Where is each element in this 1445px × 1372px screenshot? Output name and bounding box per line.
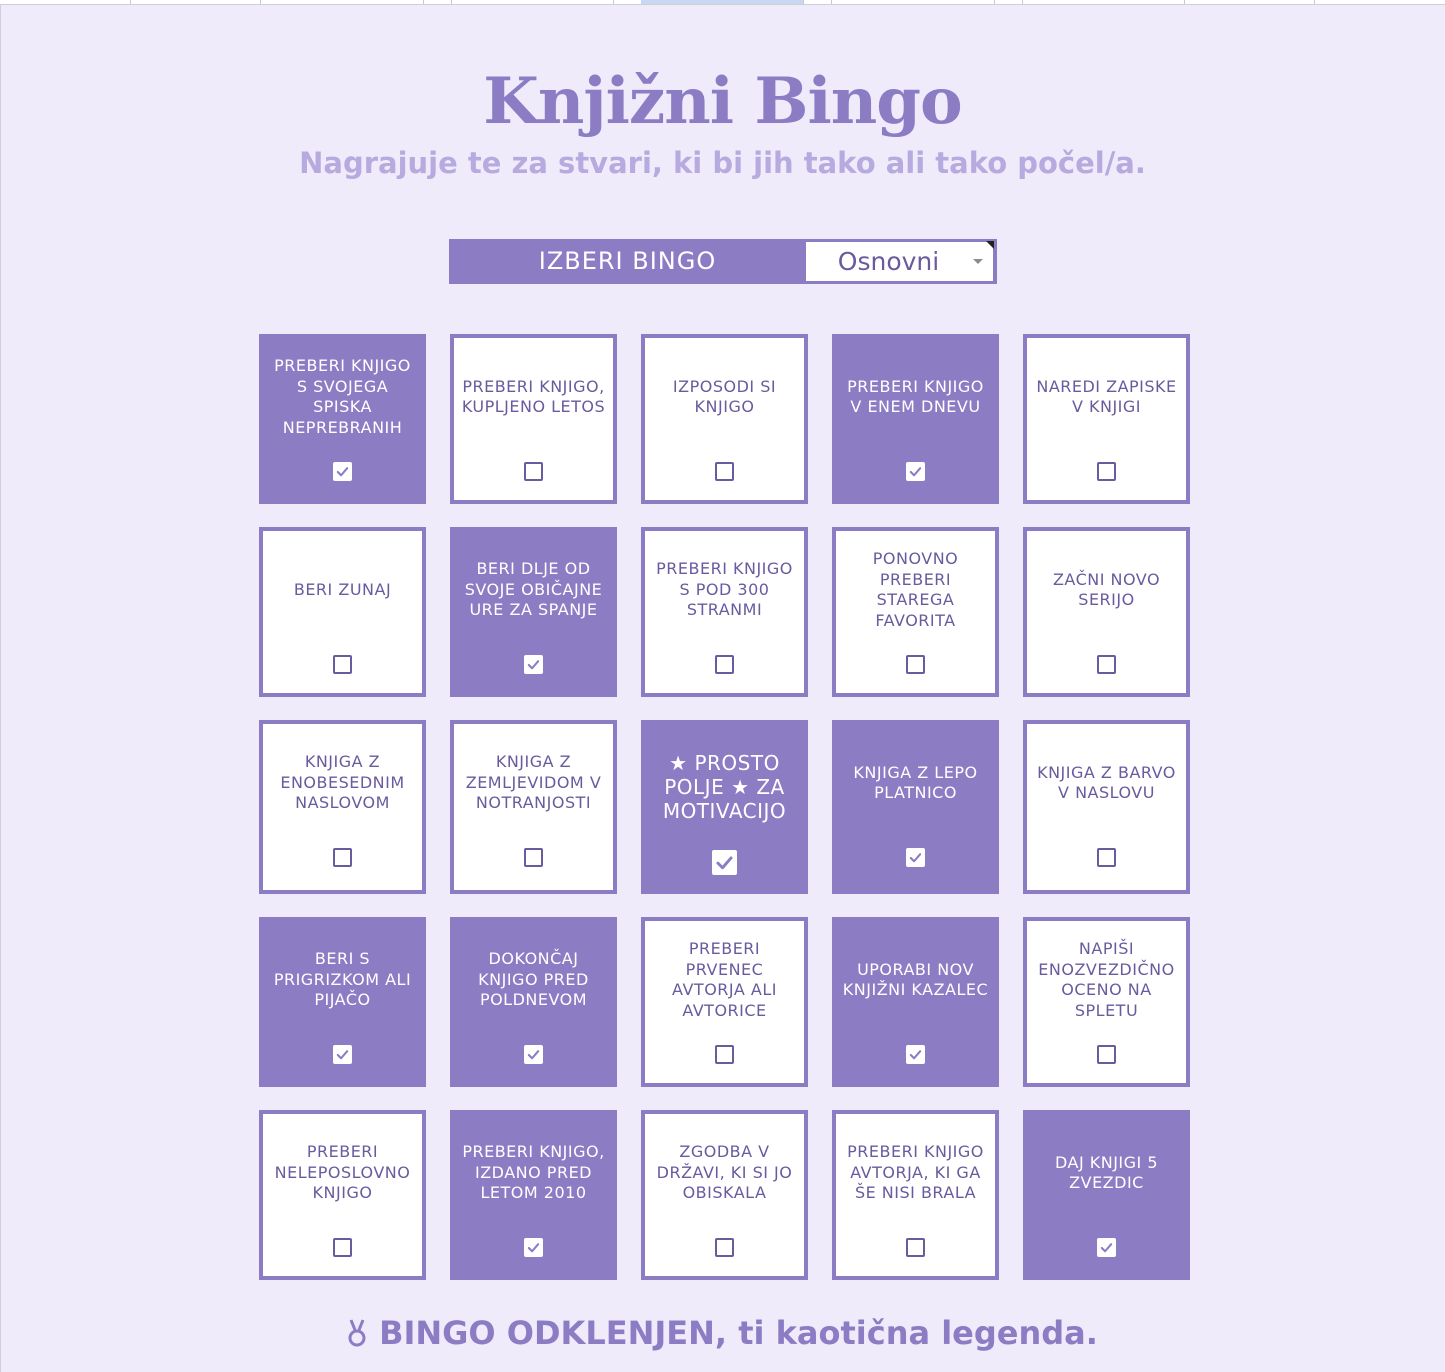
bingo-cell-label: PREBERI KNJIGO, IZDANO PRED LETOM 2010 xyxy=(462,1142,605,1203)
selector-label: IZBERI BINGO xyxy=(538,247,717,275)
bingo-checkbox[interactable] xyxy=(715,462,734,481)
bingo-cell xyxy=(1023,527,1190,697)
chevron-down-icon[interactable] xyxy=(973,259,983,264)
checkmark-icon xyxy=(526,657,541,672)
bingo-cell xyxy=(1023,334,1190,504)
bingo-checkbox[interactable] xyxy=(906,655,925,674)
bingo-checkbox[interactable] xyxy=(715,655,734,674)
bingo-cell-label: KNJIGA Z LEPO PLATNICO xyxy=(853,762,978,802)
bingo-checkbox[interactable] xyxy=(1097,1045,1116,1064)
bingo-cell-label: BERI DLJE OD SVOJE OBIČAJNE URE ZA SPANJE xyxy=(464,559,603,620)
bingo-cell-label: DOKONČAJ KNJIGO PRED POLDNEVOM xyxy=(478,949,589,1010)
bingo-checkbox[interactable] xyxy=(333,462,352,481)
bingo-checkbox[interactable] xyxy=(1097,848,1116,867)
sheet-left-border xyxy=(0,4,1,1372)
checkmark-icon xyxy=(1099,1240,1114,1255)
bingo-cell xyxy=(259,917,426,1087)
bingo-checkbox[interactable] xyxy=(333,655,352,674)
bingo-cell-label: UPORABI NOV KNJIŽNI KAZALEC xyxy=(842,959,989,999)
bingo-grid xyxy=(259,334,1190,1280)
bingo-checkbox[interactable] xyxy=(906,462,925,481)
bingo-cell-label: NAPIŠI ENOZVEZDIČNO OCENO NA SPLETU xyxy=(1038,939,1175,1020)
bingo-checkbox[interactable] xyxy=(524,1238,543,1257)
bingo-cell xyxy=(259,1110,426,1280)
bingo-checkbox[interactable] xyxy=(1097,1238,1116,1257)
bingo-cell-label: BERI ZUNAJ xyxy=(293,579,392,599)
bingo-cell xyxy=(259,720,426,894)
bingo-cell-label: ZGODBA V DRŽAVI, KI SI JO OBISKALA xyxy=(656,1142,793,1203)
bingo-cell xyxy=(259,334,426,504)
page-subtitle: Nagrajuje te za stvari, ki bi jih tako ali tako počel/a. xyxy=(299,146,1146,180)
bingo-cell xyxy=(450,917,617,1087)
medal-icon xyxy=(347,1318,367,1348)
bingo-cell xyxy=(832,917,999,1087)
bingo-checkbox[interactable] xyxy=(712,850,737,875)
bingo-cell-label: PREBERI KNJIGO S POD 300 STRANMI xyxy=(656,559,793,620)
bingo-checkbox[interactable] xyxy=(906,1045,925,1064)
bingo-cell xyxy=(641,1110,808,1280)
bingo-cell-free-space xyxy=(641,720,808,894)
bingo-unlocked-message xyxy=(0,1314,1445,1352)
bingo-checkbox[interactable] xyxy=(333,1045,352,1064)
checkmark-icon xyxy=(335,1047,350,1062)
bingo-cell xyxy=(1023,720,1190,894)
checkmark-icon xyxy=(908,1047,923,1062)
bingo-cell xyxy=(450,334,617,504)
checkmark-icon xyxy=(526,1240,541,1255)
bingo-selector xyxy=(449,239,997,284)
bingo-cell xyxy=(641,334,808,504)
bingo-cell-label: BERI S PRIGRIZKOM ALI PIJAČO xyxy=(273,949,412,1010)
bingo-checkbox[interactable] xyxy=(333,848,352,867)
bingo-checkbox[interactable] xyxy=(906,848,925,867)
bingo-cell xyxy=(1023,1110,1190,1280)
bingo-checkbox[interactable] xyxy=(715,1045,734,1064)
bingo-cell-label: DAJ KNJIGI 5 ZVEZDIC xyxy=(1054,1152,1159,1192)
bingo-cell-label: PREBERI KNJIGO, KUPLJENO LETOS xyxy=(461,376,606,416)
bingo-checkbox[interactable] xyxy=(524,462,543,481)
bingo-cell xyxy=(1023,917,1190,1087)
bingo-cell-label: IZPOSODI SI KNJIGO xyxy=(672,376,777,416)
bingo-cell-label: NAREDI ZAPISKE V KNJIGI xyxy=(1036,376,1177,416)
dropdown-value: Osnovni xyxy=(837,247,940,276)
bingo-checkbox[interactable] xyxy=(906,1238,925,1257)
bingo-checkbox[interactable] xyxy=(1097,462,1116,481)
bingo-cell xyxy=(259,527,426,697)
bingo-checkbox[interactable] xyxy=(524,848,543,867)
checkmark-icon xyxy=(714,852,735,873)
bingo-cell xyxy=(832,334,999,504)
bingo-cell-label: ★ PROSTO POLJE ★ ZA MOTIVACIJO xyxy=(662,751,787,823)
checkmark-icon xyxy=(335,464,350,479)
bingo-cell xyxy=(450,720,617,894)
bingo-cell xyxy=(832,1110,999,1280)
footer-text: BINGO ODKLENJEN, ti kaotična legenda. xyxy=(379,1314,1098,1352)
bingo-cell-label: ZAČNI NOVO SERIJO xyxy=(1052,569,1161,609)
bingo-cell-label: PREBERI KNJIGO V ENEM DNEVU xyxy=(847,376,984,416)
bingo-checkbox[interactable] xyxy=(524,655,543,674)
checkmark-icon xyxy=(908,464,923,479)
bingo-checkbox[interactable] xyxy=(524,1045,543,1064)
bingo-dropdown[interactable] xyxy=(806,242,993,281)
bingo-cell-label: PREBERI PRVENEC AVTORJA ALI AVTORICE xyxy=(672,939,777,1020)
bingo-cell-label: PREBERI NELEPOSLOVNO KNJIGO xyxy=(274,1142,411,1203)
page-title: Knjižni Bingo xyxy=(483,64,962,139)
bingo-cell xyxy=(641,917,808,1087)
checkmark-icon xyxy=(908,850,923,865)
bingo-cell-label: PONOVNO PREBERI STAREGA FAVORITA xyxy=(872,549,959,630)
note-indicator-icon xyxy=(986,241,994,249)
bingo-checkbox[interactable] xyxy=(333,1238,352,1257)
bingo-cell xyxy=(450,1110,617,1280)
bingo-cell xyxy=(832,527,999,697)
spreadsheet-column-strip xyxy=(0,0,1445,5)
bingo-cell xyxy=(641,527,808,697)
bingo-cell-label: PREBERI KNJIGO S SVOJEGA SPISKA NEPREBRANIH xyxy=(274,356,411,437)
bingo-checkbox[interactable] xyxy=(1097,655,1116,674)
bingo-cell-label: KNJIGA Z ENOBESEDNIM NASLOVOM xyxy=(280,752,405,813)
bingo-checkbox[interactable] xyxy=(715,1238,734,1257)
bingo-cell-label: PREBERI KNJIGO AVTORJA, KI GA ŠE NISI BRALA xyxy=(847,1142,984,1203)
checkmark-icon xyxy=(526,1047,541,1062)
bingo-cell xyxy=(832,720,999,894)
bingo-cell-label: KNJIGA Z ZEMLJEVIDOM V NOTRANJOSTI xyxy=(465,752,602,813)
bingo-cell-label: KNJIGA Z BARVO V NASLOVU xyxy=(1037,762,1176,802)
bingo-cell xyxy=(450,527,617,697)
